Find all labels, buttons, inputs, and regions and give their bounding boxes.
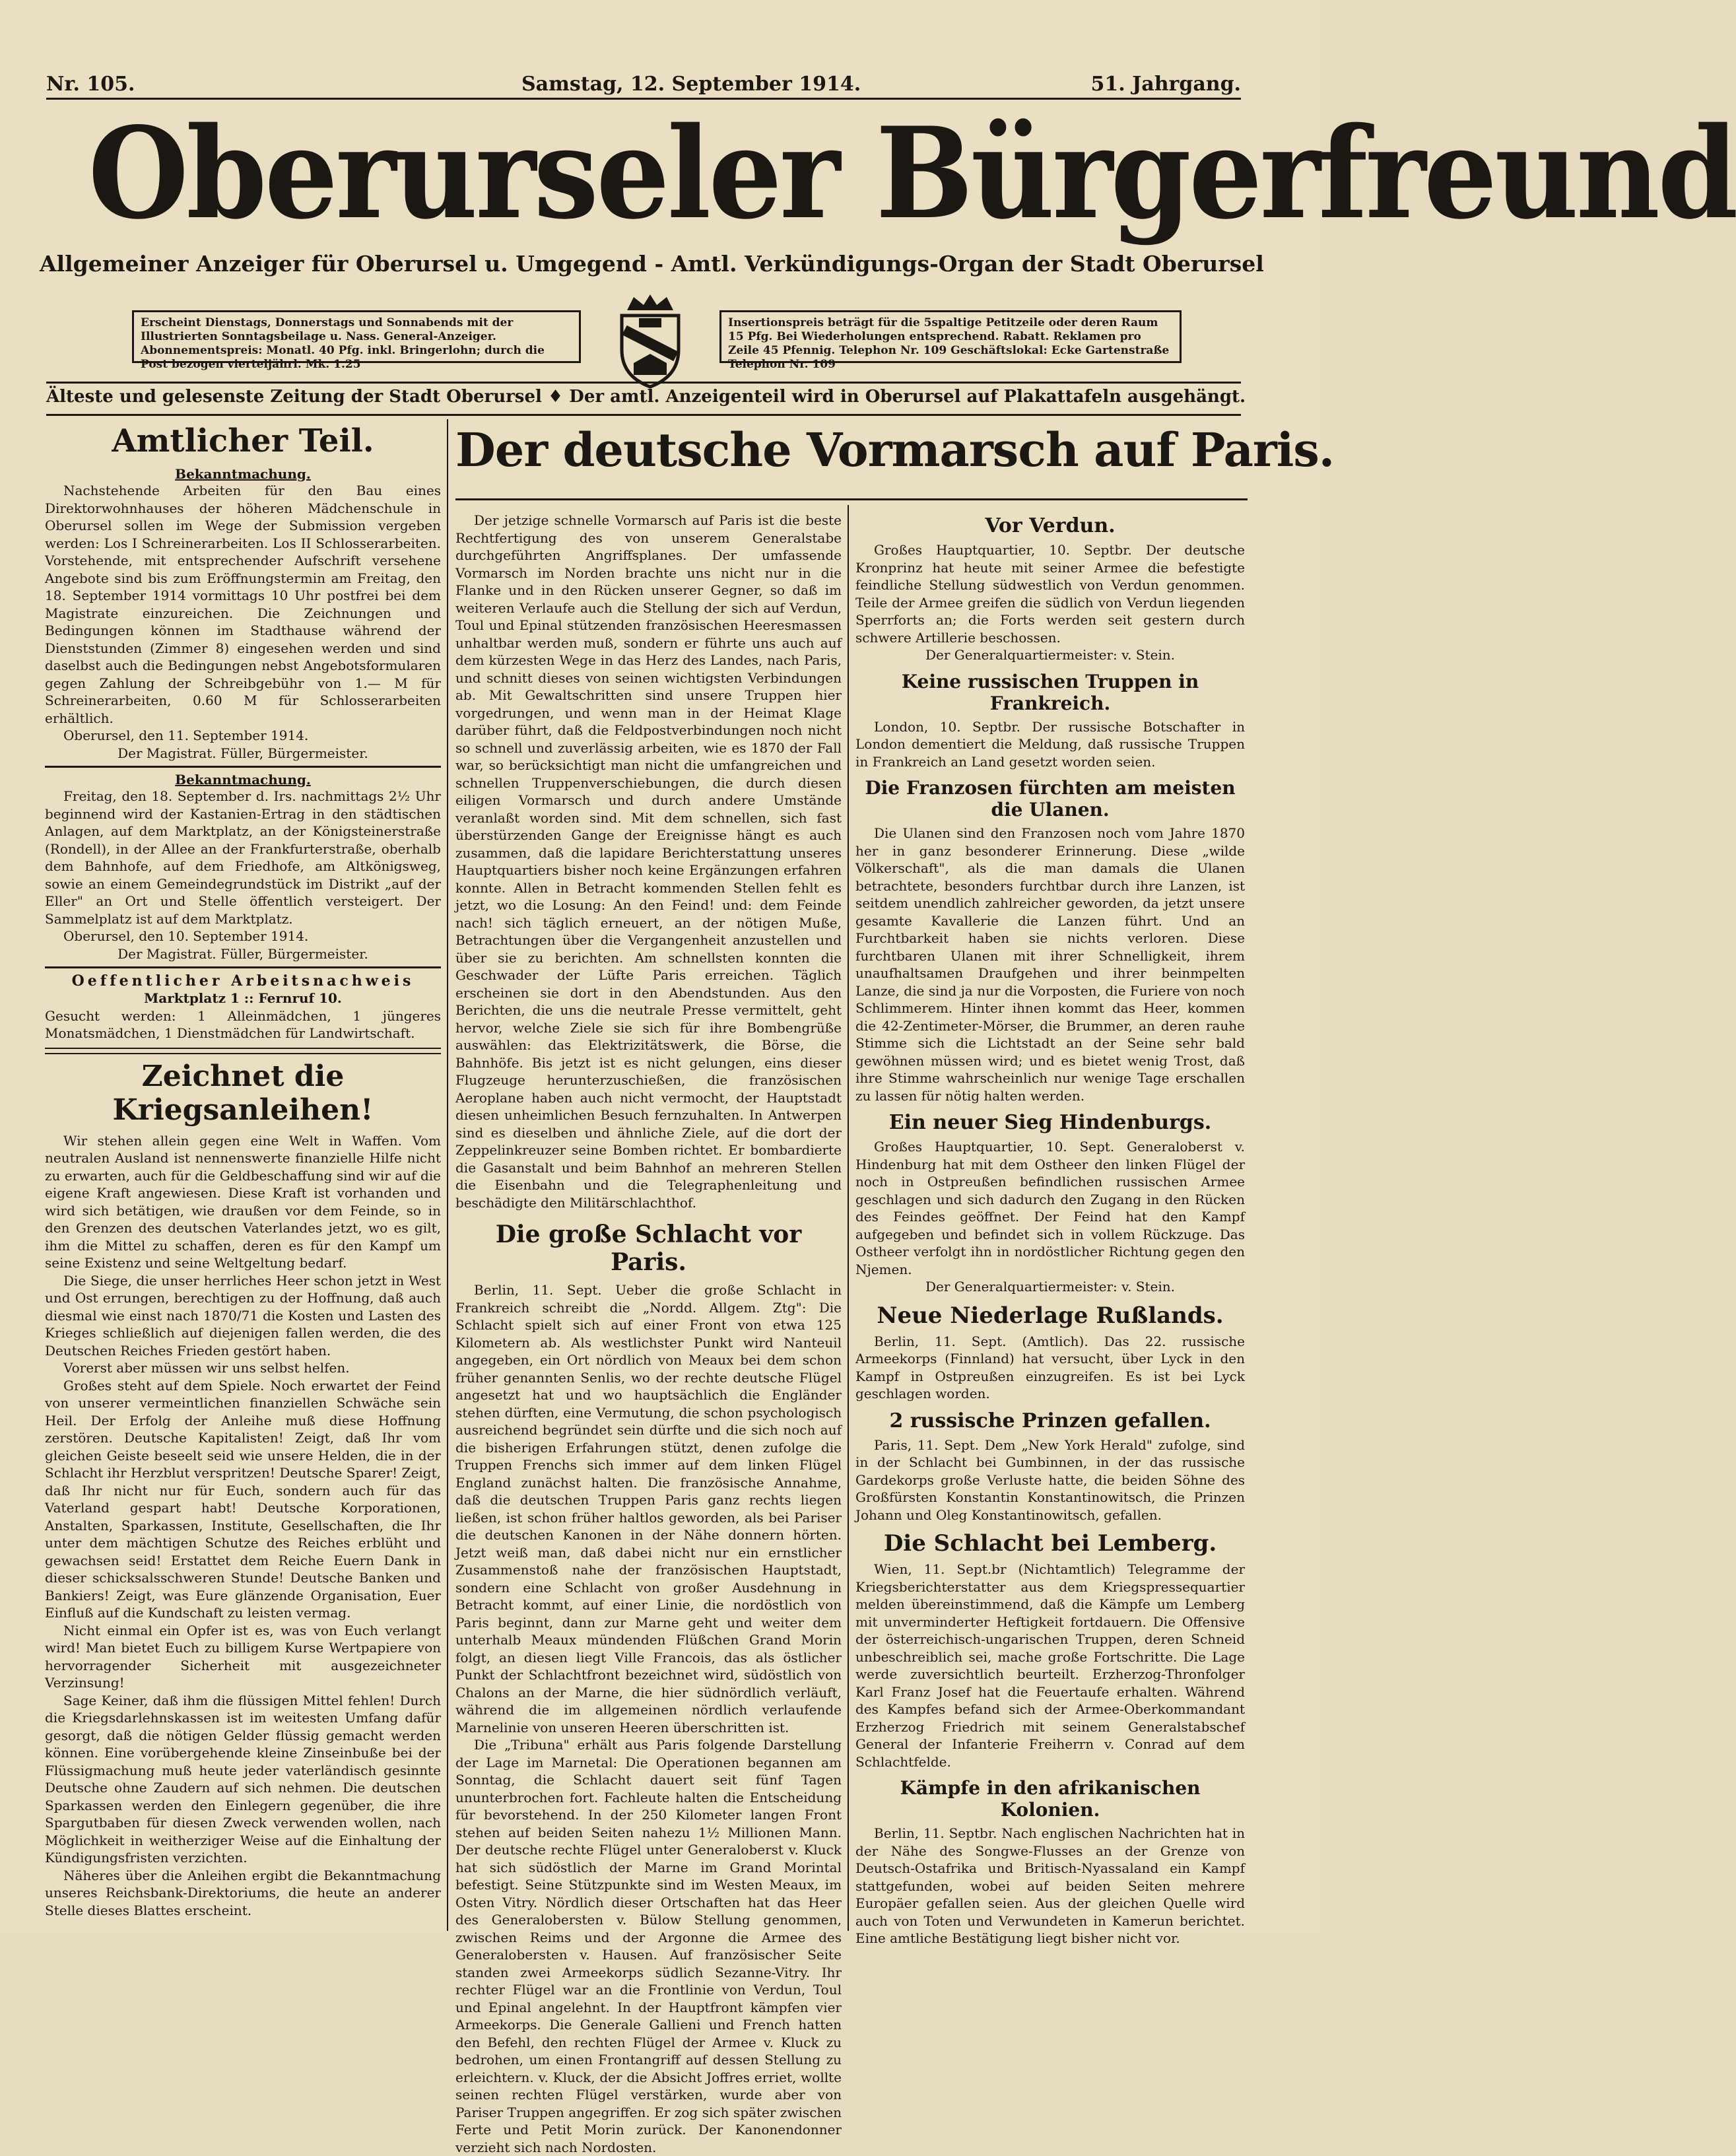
notice1-title: Bekanntmachung. [175, 466, 311, 482]
hindenburg-signature: Der Generalquartiermeister: v. Stein. [925, 1279, 1176, 1295]
rule-above-tagline [46, 382, 1241, 384]
notice2-signature: Der Magistrat. Füller, Bürgermeister. [117, 945, 368, 962]
issue-date: Samstag, 12. September 1914. [521, 73, 861, 96]
rule-below-headline [455, 498, 1248, 500]
russia-defeat-paragraph: Berlin, 11. Sept. (Amtlich). Das 22. russische Armeekorps (Finnland) hat versucht, über Lyck in den Kampf in Ostpreußen einzugreifen. Es ist bei Lyck geschlagen worden. [855, 1333, 1245, 1401]
labor-office-title: Oeffentlicher Arbeitsnachweis [71, 972, 415, 990]
no-russians-paragraph: London, 10. Septbr. Der russische Botschafter in London dementiert die Meldung, daß russische Truppen in Frankreich an Land gesetzt worden seien. [855, 718, 1245, 770]
war-loan-paragraph: Sage Keiner, daß ihm die flüssigen Mittel fehlen! Durch die Kriegsdarlehnskassen ist im weitesten Umfang dafür gesorgt, daß die nötigen Gelder flüssig gemacht werden können. Eine vorübergehende kleine Zinseinbuße bei der Flüssigmachung muß heute jeder vaterländisch gesinnte Deutsche ohne Zaudern auf sich nehmen. Die deutschen Sparkassen werden den Einlegern gegenüber, die ihre Spargutbaben für diesen Zweck verwenden wollen, nach Möglichkeit in weitherziger Weise auf die Einhaltung der Kündigungsfristen verzichten. [45, 1692, 441, 1866]
rule-below-tagline [46, 414, 1241, 416]
battle-paragraph: Berlin, 11. Sept. Ueber die große Schlacht in Frankreich schreibt die „Nordd. Allgem. Ztg": Die Schlacht spielt sich auf einer Front von etwa 125 Kilometern ab. Als westlichster Punkt wird Nanteuil angegeben, ein Ort nördlich von Meaux bei dem schon früher genannten Senlis, wo der rechte deutsche Flügel angesetzt hat und wo hauptsächlich die Engländer stehen dürften, eine Vermutung, die schon psychologisch ausreichend begründet sein dürfte und die sich noch auf die bisherigen Erfahrungen stützt, denen zufolge die Truppen Frenchs sich immer auf dem linken Flügel England zunächst halten. Die französische Annahme, daß die deutschen Truppen Paris ganz rechts liegen ließen, ist schon früher haltlos geworden, als bei Pariser die deutschen Kanonen in der Nähe donnern hörten. Jetzt weiß man, daß dabei nicht nur ein ernstlicher Zusammenstoß nahe der französischen Hauptstadt, sondern eine Schlacht von großer Ausdehnung in Betracht kommt, auf einer Linie, die nordöstlich von Paris beginnt, dann zur Marne geht und weiter dem unterhalb Meaux mündenden Flüßchen Grand Morin folgt, an diesen liegt Ville Francois, das als östlicher Punkt der Schlachtfront bezeichnet wird, südöstlich von Chalons an der Marne, die hier südnördlich verläuft, während die im allgemeinen nördlich verlaufende Marnelinie von unseren Heeren überschritten ist. [455, 1282, 842, 1735]
battle-title: Die große Schlacht vor Paris. [495, 1221, 802, 1276]
city-crest-icon [607, 290, 693, 389]
subscription-info-box: Erscheint Dienstags, Donnerstags und Sonnabends mit der Illustrierten Sonntagsbeilage u. Nass. General-Anzeiger. Abonnementspreis: Monatl. 40 Pfg. inkl. Bringerlohn; durch die Post bezogen vierteljährl. Mk. 1.25 [132, 310, 581, 363]
battle-paragraph: Die „Tribuna" erhält aus Paris folgende Darstellung der Lage im Marnetal: Die Operationen begannen am Sonntag, die Schlacht dauert seit fünf Tagen ununterbrochen fort. Fachleute halten die Entscheidung für bevorstehend. In der 250 Kilometer langen Front stehen auf beiden Seiten nahezu 1½ Millionen Mann. Der deutsche rechte Flügel unter Generaloberst v. Kluck hat sich südöstlich der Marne im Grand Morintal befestigt. Seine Stützpunkte sind im Westen Meaux, im Osten Vitry. Nördlich dieser Ortschaften hat das Heer des Generalobersten v. Bülow Stellung genommen, zwischen Reims und der Argonne die Armee des Generalobersten v. Hausen. Auf französischer Seite standen zwei Armeekorps südlich Sezanne-Vitry. Ihr rechter Flügel war an die Frontlinie von Verdun, Toul und Epinal angelehnt. In der Hauptfront kämpfen vier Armeekorps. Die Generale Gallieni und French hatten den Befehl, den rechten Flügel der Armee v. Kluck zu bedrohen, um einen Frontangriff auf dessen Stellung zu erleichtern. v. Kluck, der die Absicht Joffres erriet, wollte seinen rechten Flügel verstärken, wurde aber von Pariser Truppen angegriffen. Er zog sich später zwischen Ferte und Petit Morin zurück. Der Kanonendonner verzieht sich nach Nordosten. [455, 1737, 842, 2155]
tagline: Älteste und gelesenste Zeitung der Stadt Oberursel ♦ Der amtl. Anzeigenteil wird in Oberursel auf Plakattafeln ausgehängt. [46, 387, 1246, 407]
notice2-title: Bekanntmachung. [175, 772, 311, 788]
column-divider-right [848, 505, 849, 1931]
notice1-signature: Der Magistrat. Füller, Bürgermeister. [117, 745, 368, 761]
hindenburg-paragraph: Großes Hauptquartier, 10. Sept. Generaloberst v. Hindenburg hat mit dem Ostheer den linken Flügel der noch in Ostpreußen befindlichen russischen Armee geschlagen und sich dadurch den Zugang in den Rücken des Feindes geöffnet. Der Feind hat den Kampf aufgegeben und befindet sich in vollem Rückzuge. Das Ostheer verfolgt ihn in nordöstlicher Richtung gegen den Njemen. [855, 1139, 1245, 1277]
hindenburg-title: Ein neuer Sieg Hindenburgs. [888, 1111, 1212, 1134]
divider [45, 966, 441, 968]
notice2-sign-place: Oberursel, den 10. September 1914. [63, 928, 309, 944]
russia-defeat-title: Neue Niederlage Rußlands. [877, 1302, 1224, 1329]
princes-paragraph: Paris, 11. Sept. Dem „New York Herald" zufolge, sind in der Schlacht bei Gumbinnen, in der das russische Gardekorps große Verluste hatte, die beiden Söhne des Großfürsten Konstantin Konstantinowitsch, die Prinzen Johann und Oleg Konstantinowitsch, gefallen. [855, 1436, 1245, 1523]
lead-article [455, 512, 842, 1211]
notice1-text [45, 482, 441, 727]
no-russians-text [855, 718, 1245, 771]
divider [45, 766, 441, 768]
lemberg-text [855, 1561, 1245, 1770]
verdun-title: Vor Verdun. [985, 514, 1116, 537]
lemberg-title: Die Schlacht bei Lemberg. [883, 1530, 1217, 1557]
issue-volume: 51. Jahrgang. [1090, 73, 1241, 96]
official-section-title: Amtlicher Teil. [112, 422, 374, 459]
ulanen-text [855, 825, 1245, 1104]
battle-text [455, 1281, 842, 2156]
war-loan-text [45, 1132, 441, 1920]
africa-title: Kämpfe in den afrikanischen Kolonien. [900, 1777, 1201, 1821]
war-loan-paragraph: Großes steht auf dem Spiele. Noch erwartet der Feind von unserer vermeintlichen finanziellen Schwäche sein Heil. Der Erfolg der Anleihe muß diese Hoffnung zerstören. Deutsche Kapitalisten! Zeigt, daß Ihr vom gleichen Geiste beseelt seid wie unsere Helden, die in der Schlacht ihr Herzblut verspritzen! Deutsche Sparer! Zeigt, daß Ihr nicht nur für Euch, sondern auch für das Vaterland gespart habt! Deutsche Korporationen, Anstalten, Sparkassen, Institute, Gesellschaften, die Ihr unter dem mächtigen Schutze des Reiches erblüht und gewachsen seid! Erstattet dem Reiche Euern Dank in dieser schicksalsschweren Stunde! Deutsche Banken und Bankiers! Zeigt, was Eure glänzende Organisation, Euer Einfluß auf die Kundschaft zu leisten vermag. [45, 1377, 441, 1621]
princes-title: 2 russische Prinzen gefallen. [889, 1409, 1211, 1432]
notice2-text [45, 788, 441, 927]
issue-number: Nr. 105. [46, 73, 135, 96]
russia-defeat-text [855, 1333, 1245, 1403]
column-divider-left [447, 419, 448, 1931]
divider-double [45, 1048, 441, 1054]
labor-office-text: Gesucht werden: 1 Alleinmädchen, 1 jüngeres Monatsmädchen, 1 Dienstmädchen für Landwirtschaft. [45, 1007, 441, 1041]
war-loan-paragraph: Näheres über die Anleihen ergibt die Bekanntmachung unseres Reichsbank-Direktoriums, die heute an anderer Stelle dieses Blattes erscheint. [45, 1867, 441, 1918]
lead-paragraph: Der jetzige schnelle Vormarsch auf Paris ist die beste Rechtfertigung des von unserem Generalstabe durchgeführten Angriffsplanes. Der umfassende Vormarsch im Norden brachte uns nicht nur in die Flanke und in den Rücken unserer Gegner, so daß im weiteren Verlaufe auch die Stellung der sich auf Verdun, Toul und Epinal stützenden französischen Heeresmassen unhaltbar werden muß, sondern er führte uns auch auf dem kürzesten Wege in das Herz des Landes, nach Paris, und schnitt dieses von seinen wichtigsten Verbindungen ab. Mit Gewaltschritten sind unsere Truppen hier vorgedrungen, und wenn man in der Heimat Klage darüber führt, daß die Feldpostverbindungen noch nicht so schnell und zuverlässig arbeiten, wie es 1870 der Fall war, so berücksichtigt man nicht die umfangreichen und schnellen Truppenverschiebungen, die durch diesen eiligen Vormarsch und durch andere Umstände veranlaßt worden sind. Mit dem schnellen, sich fast überstürzenden Gange der Ereignisse hängt es auch zusammen, daß die lapidare Berichterstattung unseres Hauptquartiers bisher noch keine Ergänzungen erfahren konnte. Allen in Betracht kommenden Stellen fehlt es jetzt, wo die Losung: An den Feind! und: dem Feinde nach! sich täglich erneuert, an der nötigen Muße, Betrachtungen über die Vergangenheit anzustellen und über sie zu berichten. Am schnellsten konnten die Geschwader der Lüfte Paris erreichen. Täglich erscheinen sie dort in den Abendstunden. Aus den Berichten, die uns die neutrale Presse vermittelt, geht hervor, welche Ziele sie sich für ihre Bombengrüße auswählen: das Elektrizitätswerk, die Börse, die Bahnhöfe. Bis jetzt ist es nicht gelungen, eins dieser Flugzeuge herunterzuschießen, die französischen Aeroplane haben auch nicht vermocht, der Hauptstadt diesen unheimlichen Besuch fernzuhalten. In Antwerpen sind es dieselben und ähnliche Ziele, auf die dort der Zeppelinkreuzer seine Bomben richtet. Er bombardierte die Gasanstalt und beim Bahnhof an mehreren Stellen die Eisenbahn und die Telegraphenleitung und beschädigte den Militärschlachthof. [455, 512, 842, 1211]
hindenburg-text [855, 1138, 1245, 1278]
middle-column [455, 512, 842, 2155]
africa-paragraph: Berlin, 11. Septbr. Nach englischen Nachrichten hat in der Nähe des Songwe-Flusses an der Grenze von Deutsch-Ostafrika und Britisch-Nyassaland ein Kampf stattgefunden, wobei auf beiden Seiten mehrere Europäer gefallen seien. Aus der gleichen Quelle wird auch von Toten und Verwundeten in Kamerun berichtet. Eine amtliche Bestätigung liegt bisher nicht vor. [855, 1825, 1245, 1946]
africa-text [855, 1825, 1245, 1947]
war-loan-paragraph: Die Siege, die unser herrliches Heer schon jetzt in West und Ost errungen, berechtigen zu der Hoffnung, daß auch diesmal wie einst nach 1870/71 die Kosten und Lasten des Krieges schließlich auf diejenigen fallen werden, die des Deutschen Reiches Frieden gestört haben. [45, 1272, 441, 1359]
lemberg-paragraph: Wien, 11. Sept.br (Nichtamtlich) Telegramme der Kriegsberichterstatter aus dem Kriegspressequartier melden übereinstimmend, daß die Kämpfe um Lemberg mit unverminderter Heftigkeit fortdauern. Die Offensive der österreichisch-ungarischen Truppen, deren Schneid unbeschreiblich sei, mache große Fortschritte. Die Lage werde zuversichtlich beurteilt. Erzherzog-Thronfolger Karl Franz Josef hat die Feuertaufe erhalten. Während des Kampfes befand sich der Armee-Oberkommandant Erzherzog Friedrich mit seinem Generalstabschef General der Infanterie Freiherrn v. Conrad auf dem Schlachtfelde. [855, 1561, 1245, 1770]
masthead-title: Oberurseler Bürgerfreund [88, 100, 1736, 247]
left-column [45, 422, 441, 1928]
princes-text [855, 1436, 1245, 1524]
verdun-text [855, 541, 1245, 646]
verdun-paragraph: Großes Hauptquartier, 10. Septbr. Der deutsche Kronprinz hat heute mit seiner Armee die befestigte feindliche Stellung südwestlich von Verdun genommen. Teile der Armee greifen die südlich von Verdun liegenden Sperrforts an; die Forts werden seit gestern durch schwere Artillerie beschossen. [855, 542, 1245, 646]
notice1-paragraph: Nachstehende Arbeiten für den Bau eines Direktorwohnhauses der höheren Mädchenschule in Oberursel sollen im Wege der Submission vergeben werden: Los I Schreinerarbeiten. Los II Schlosserarbeiten. Vorstehende, mit entsprechender Aufschrift versehene Angebote sind bis zum Eröffnungstermin am Freitag, den 18. September 1914 vormittags 10 Uhr postfrei bei dem Magistrate einzureichen. Die Zeichnungen und Bedingungen können im Stadthause während der Dienststunden (Zimmer 8) eingesehen werden und sind daselbst auch die Bedingungen nebst Angebotsformularen gegen Zahlung der Schreibgebühr von 1.— M für Schreinerarbeiten, 0.60 M für Schlosserarbeiten erhältlich. [45, 483, 441, 726]
main-headline: Der deutsche Vormarsch auf Paris. [455, 422, 1335, 477]
ulanen-paragraph: Die Ulanen sind den Franzosen noch vom Jahre 1870 her in ganz besonderer Erinnerung. Diese „wilde Völkerschaft", als die man damals die Ulanen betrachtete, besonders furchtbar durch ihre Lanzen, ist seitdem unendlich zahlreicher geworden, da jetzt unsere gesamte Kavallerie die Lanzen führt. Und an Furchtbarkeit haben sie nichts verloren. Diese furchtbaren Ulanen mit ihrer Schnelligkeit, ihrem unaufhaltsamen Draufgehen und ihrer beinmpelten Lanze, die sind ja nur die Vorposten, die Furiere von noch Schlimmerem. Hinter ihnen kommt das Heer, kommen die 42-Zentimeter-Mörser, die Brummer, an deren rauhe Stimme sich die Lichtstadt an der Seine sehr bald gewöhnen müssen wird; und es bietet wenig Trost, daß ihre Stimme wahrscheinlich nur wenige Tage erschallen zu lassen für nötig halten werden. [855, 825, 1245, 1104]
masthead-subtitle: Allgemeiner Anzeiger für Oberursel u. Umgegend - Amtl. Verkündigungs-Organ der Stadt Oberursel [40, 251, 1264, 277]
war-loan-title: Zeichnet die Kriegsanleihen! [112, 1059, 374, 1127]
notice2-paragraph: Freitag, den 18. September d. Irs. nachmittags 2½ Uhr beginnend wird der Kastanien-Ertrag in den städtischen Anlagen, auf dem Marktplatz, an der Königsteinerstraße (Rondell), in der Allee an der Frankfurterstraße, oberhalb dem Bahnhofe, auf dem Friedhofe, am Altkönigsweg, sowie an einem Gemeindegrundstück im Distrikt „auf der Eller" an Ort und Stelle öffentlich versteigert. Der Sammelplatz ist auf dem Marktplatz. [45, 788, 441, 927]
war-loan-paragraph: Nicht einmal ein Opfer ist es, was von Euch verlangt wird! Man bietet Euch zu billigem Kurse Wertpapiere von hervorragender Sicherheit mit ausgezeichneter Verzinsung! [45, 1622, 441, 1691]
labor-office-address: Marktplatz 1 :: Fernruf 10. [144, 990, 342, 1006]
ulanen-title: Die Franzosen fürchten am meisten die Ulanen. [865, 777, 1236, 821]
war-loan-paragraph: Wir stehen allein gegen eine Welt in Waffen. Vom neutralen Ausland ist nennenswerte finanzielle Hilfe nicht zu erwarten, auch für die Geldbeschaffung sind wir auf die eigene Kraft angewiesen. Diese Kraft ist vorhanden und wird sich betätigen, wie draußen vor dem Feinde, so in den Grenzen des deutschen Vaterlandes jetzt, wo es gilt, ihm die Mittel zu schaffen, deren es für den Kampf um seine Existenz und seine Weltgeltung bedarf. [45, 1132, 441, 1271]
notice1-sign-place: Oberursel, den 11. September 1914. [63, 727, 309, 743]
advertising-info-box: Insertionspreis beträgt für die 5spaltige Petitzeile oder deren Raum 15 Pfg. Bei Wiederholungen entsprechend. Rabatt. Reklamen pro Zeile 45 Pfennig. Telephon Nr. 109 Geschäftslokal: Ecke Gartenstraße Telephon Nr. 109 [719, 310, 1182, 363]
right-column [855, 512, 1245, 1946]
war-loan-paragraph: Vorerst aber müssen wir uns selbst helfen. [63, 1360, 350, 1376]
no-russians-title: Keine russischen Truppen in Frankreich. [901, 670, 1199, 714]
verdun-signature: Der Generalquartiermeister: v. Stein. [925, 647, 1176, 663]
